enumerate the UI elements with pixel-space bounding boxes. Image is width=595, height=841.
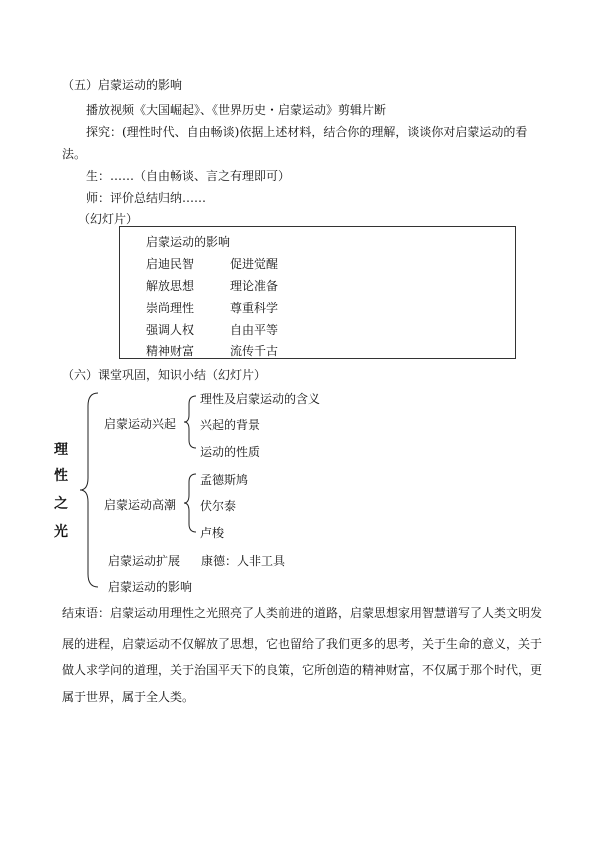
slide-box bbox=[119, 226, 516, 359]
branch1-item: 兴起的背景 bbox=[200, 418, 261, 432]
branch1-item: 理性及启蒙运动的含义 bbox=[200, 392, 321, 406]
section5-student-line: 生：……（自由畅谈、言之有理即可） bbox=[86, 169, 291, 183]
slide-row-left: 强调人权 bbox=[146, 323, 195, 337]
section5-heading: （五）启蒙运动的影响 bbox=[62, 78, 183, 92]
slide-row-left: 精神财富 bbox=[146, 344, 195, 358]
branch2-item: 孟德斯鸠 bbox=[200, 473, 249, 487]
slide-box-title: 启蒙运动的影响 bbox=[146, 235, 231, 249]
slide-row-right: 促进觉醒 bbox=[230, 257, 279, 271]
vertical-title-char: 理 bbox=[54, 442, 68, 458]
branch3-note: 康德：人非工具 bbox=[201, 554, 286, 568]
slide-row-left: 解放思想 bbox=[146, 279, 195, 293]
branch1-label: 启蒙运动兴起 bbox=[104, 417, 177, 431]
conclusion-line: 属于世界，属于全人类。 bbox=[62, 690, 195, 704]
branch1-item: 运动的性质 bbox=[200, 445, 261, 459]
section5-inquiry-line-cont: 法。 bbox=[62, 147, 87, 161]
slide-row-left: 崇尚理性 bbox=[146, 301, 195, 315]
slide-row-left: 启迪民智 bbox=[146, 257, 195, 271]
branch2-item: 卢梭 bbox=[200, 526, 225, 540]
section5-video-line: 播放视频《大国崛起》、《世界历史・启蒙运动》剪辑片断 bbox=[86, 103, 387, 117]
slide-row-right: 尊重科学 bbox=[230, 301, 279, 315]
slide-row-right: 自由平等 bbox=[230, 323, 279, 337]
vertical-title-char: 之 bbox=[54, 496, 68, 512]
branch2-brace bbox=[184, 474, 196, 532]
conclusion-line: 结束语：启蒙运动用理性之光照亮了人类前进的道路，启蒙思想家用智慧谱写了人类文明发 bbox=[62, 606, 543, 620]
branch3-label: 启蒙运动扩展 bbox=[108, 554, 181, 568]
branch1-brace bbox=[184, 396, 196, 448]
vertical-title-char: 性 bbox=[54, 468, 68, 484]
slide-row-right: 理论准备 bbox=[230, 279, 279, 293]
section5-teacher-line: 师：评价总结归纳…… bbox=[86, 191, 207, 205]
section5-inquiry-line: 探究：(理性时代、自由畅谈)依据上述材料，结合你的理解，谈谈你对启蒙运动的看 bbox=[86, 125, 528, 139]
section6-heading: （六）课堂巩固，知识小结（幻灯片） bbox=[62, 368, 267, 382]
branch2-item: 伏尔泰 bbox=[200, 499, 237, 513]
main-brace bbox=[80, 393, 98, 587]
vertical-title-char: 光 bbox=[54, 524, 68, 540]
slide-label: （幻灯片） bbox=[78, 212, 139, 226]
branch4-label: 启蒙运动的影响 bbox=[108, 580, 193, 594]
conclusion-line: 做人求学问的道理，关于治国平天下的良策，它所创造的精神财富，不仅属于那个时代，更 bbox=[62, 663, 543, 677]
slide-row-right: 流传千古 bbox=[230, 344, 279, 358]
branch2-label: 启蒙运动高潮 bbox=[104, 498, 177, 512]
conclusion-line: 展的进程，启蒙运动不仅解放了思想，它也留给了我们更多的思考，关于生命的意义，关于 bbox=[62, 637, 543, 651]
